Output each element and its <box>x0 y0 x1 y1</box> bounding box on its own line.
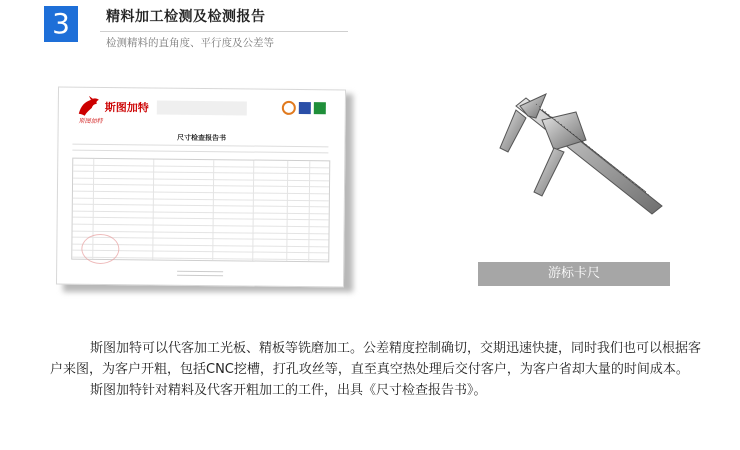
vernier-caliper-icon <box>476 88 670 258</box>
report-sheet <box>56 86 346 287</box>
brand-logo-sub: 斯图加特 <box>78 117 103 125</box>
section-header <box>44 6 334 49</box>
section-subtitle: 检测精料的直角度、平行度及公差等 <box>106 37 274 49</box>
report-document-image <box>57 88 357 294</box>
section-number-badge: 3 <box>44 6 78 42</box>
body-paragraph-2: 斯图加特针对精料及代客开粗加工的工件，出具《尺寸检查报告书》。 <box>90 383 487 398</box>
header-divider <box>100 31 348 32</box>
caliper-label: 游标卡尺 <box>478 262 670 286</box>
company-band <box>157 101 247 116</box>
section-title: 精料加工检测及检测报告 <box>106 9 266 25</box>
report-footer-lines <box>177 271 223 279</box>
body-text <box>50 338 710 401</box>
brand-logo <box>75 96 155 129</box>
horse-logo-icon <box>75 96 105 118</box>
certification-marks-icon <box>281 100 331 117</box>
brand-name: 斯图加特 <box>104 100 149 115</box>
caliper-image <box>476 88 670 284</box>
body-paragraph-1: 斯图加特可以代客加工光板、精板等铣磨加工。公差精度控制确切，交期迅速快捷，同时我们也可以根据客户来图，为客户开粗，包括CNC挖槽，打孔攻丝等，直至真空热处理后交付客户，为客户省却大量的时间成本。 <box>50 341 702 377</box>
report-title: 尺寸检查报告书 <box>176 133 227 143</box>
red-stamp <box>81 234 119 264</box>
